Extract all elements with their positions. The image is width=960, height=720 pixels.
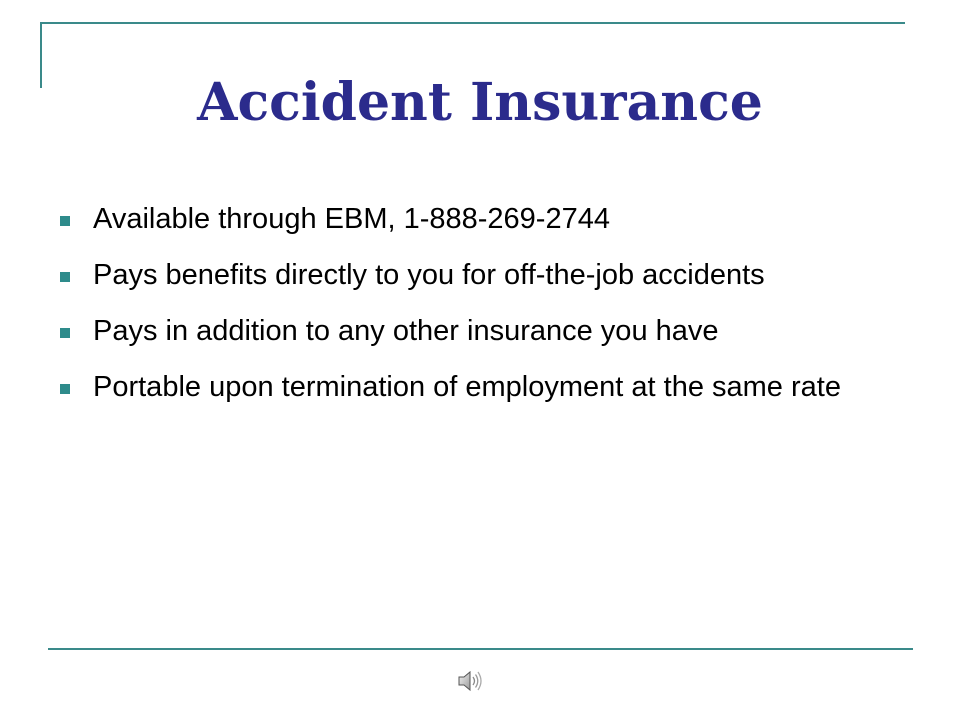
square-bullet-icon <box>60 328 70 338</box>
bullet-list <box>60 200 880 424</box>
square-bullet-icon <box>60 216 70 226</box>
bullet-item <box>60 256 880 294</box>
speaker-icon[interactable] <box>456 669 486 693</box>
bullet-item <box>60 312 880 350</box>
square-bullet-icon <box>60 384 70 394</box>
bullet-text: Portable upon termination of employment at the same rate <box>93 371 841 403</box>
bullet-item <box>60 368 880 406</box>
bottom-rule <box>48 648 913 650</box>
slide-title: Accident Insurance <box>197 72 763 133</box>
top-rule <box>40 22 905 24</box>
bullet-text: Pays benefits directly to you for off-the-job accidents <box>93 259 765 291</box>
bullet-text: Available through EBM, 1-888-269-2744 <box>93 203 610 235</box>
bullet-item <box>60 200 880 238</box>
bullet-text: Pays in addition to any other insurance you have <box>93 315 719 347</box>
square-bullet-icon <box>60 272 70 282</box>
